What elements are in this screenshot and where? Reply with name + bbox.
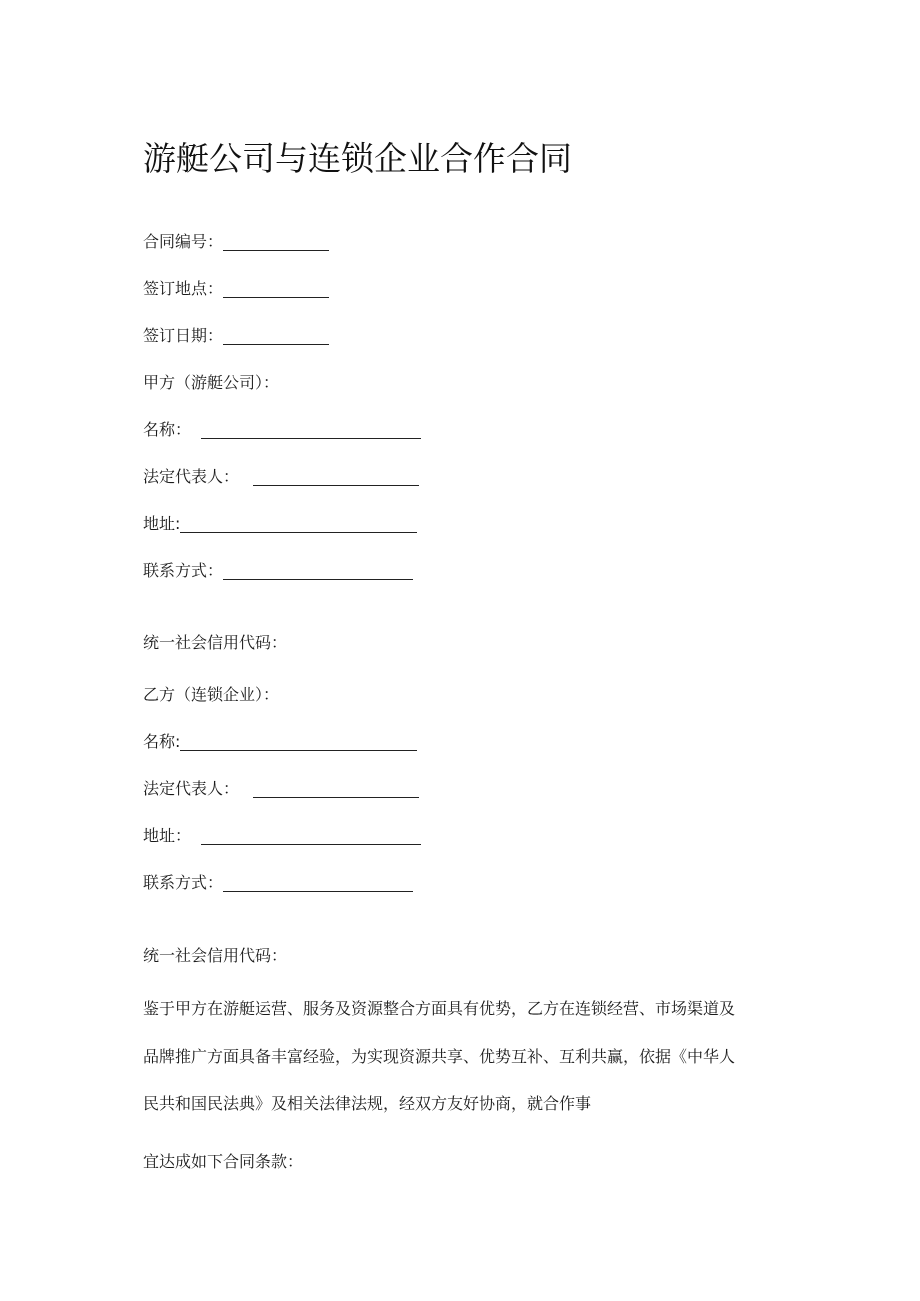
party-b-credit-code: 统一社会信用代码： <box>143 946 288 965</box>
party-b-address-field <box>143 826 421 846</box>
signing-date-field <box>143 326 329 346</box>
field-label: 名称： <box>143 420 192 439</box>
preamble-line: 品牌推广方面具备丰富经验，为实现资源共享、优势互补、互利共赢，依据《中华人 <box>143 1047 736 1066</box>
contract-number-blank[interactable] <box>223 236 329 251</box>
field-label: 名称: <box>143 732 181 751</box>
party-b-contact-field <box>143 873 413 893</box>
field-label: 地址: <box>143 514 181 533</box>
signing-place-blank[interactable] <box>223 283 329 298</box>
field-label: 签订日期： <box>143 326 224 345</box>
preamble-line: 鉴于甲方在游艇运营、服务及资源整合方面具有优势，乙方在连锁经营、市场渠道及 <box>143 999 736 1018</box>
party-b-name-blank[interactable] <box>180 736 417 751</box>
contract-number-field <box>143 232 329 252</box>
party-a-contact-blank[interactable] <box>223 565 413 580</box>
party-a-credit-code: 统一社会信用代码： <box>143 633 288 652</box>
party-a-rep-field <box>143 467 419 487</box>
page-title: 游艇公司与连锁企业合作合同 <box>143 139 572 178</box>
field-label: 签订地点： <box>143 279 224 298</box>
party-b-address-blank[interactable] <box>201 830 421 845</box>
field-label: 法定代表人： <box>143 467 240 486</box>
party-b-rep-blank[interactable] <box>253 783 419 798</box>
party-a-heading: 甲方（游艇公司）： <box>143 373 280 392</box>
party-a-name-blank[interactable] <box>201 424 421 439</box>
party-b-name-field <box>143 732 417 752</box>
field-label: 联系方式： <box>143 873 224 892</box>
party-b-rep-field <box>143 779 419 799</box>
preamble-line: 民共和国民法典》及相关法律法规，经双方友好协商，就合作事 <box>143 1094 592 1113</box>
party-b-heading: 乙方（连锁企业）： <box>143 685 280 704</box>
field-label: 法定代表人： <box>143 779 240 798</box>
signing-place-field <box>143 279 329 299</box>
preamble-line: 宜达成如下合同条款： <box>143 1152 304 1171</box>
party-a-rep-blank[interactable] <box>253 471 419 486</box>
party-a-address-field <box>143 514 417 534</box>
party-b-contact-blank[interactable] <box>223 877 413 892</box>
party-a-name-field <box>143 420 421 440</box>
field-label: 合同编号： <box>143 232 224 251</box>
party-a-address-blank[interactable] <box>180 518 417 533</box>
field-label: 地址： <box>143 826 192 845</box>
party-a-contact-field <box>143 561 413 581</box>
signing-date-blank[interactable] <box>223 330 329 345</box>
field-label: 联系方式： <box>143 561 224 580</box>
